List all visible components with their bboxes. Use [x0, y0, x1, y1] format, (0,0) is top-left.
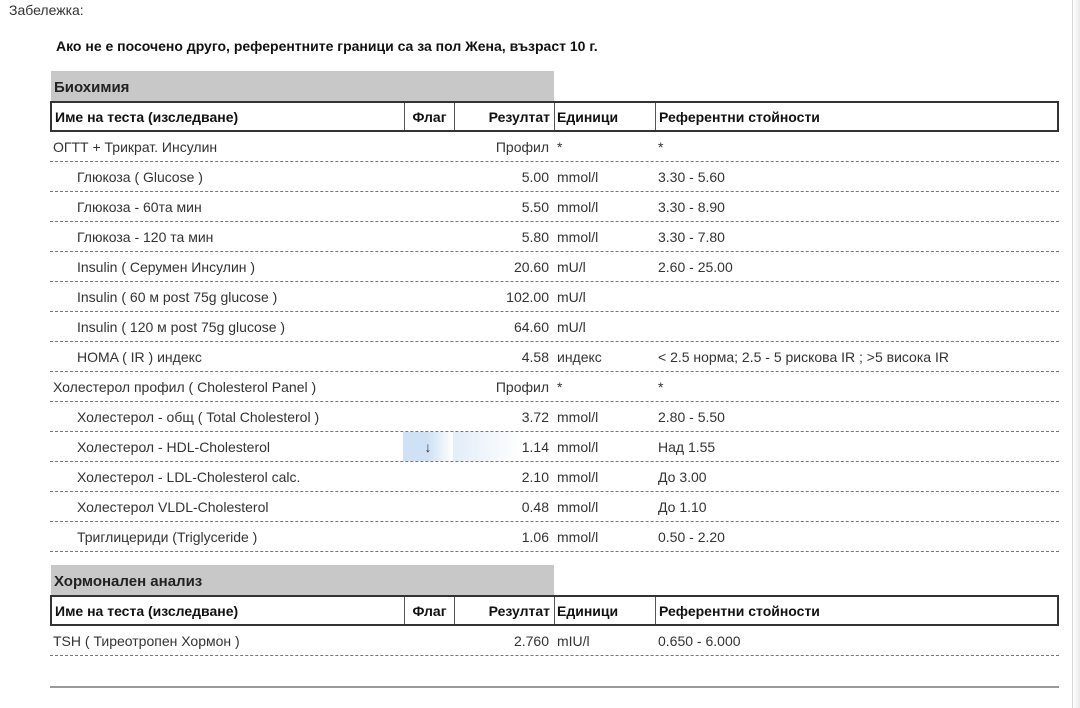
- flag-cell: [403, 522, 453, 551]
- test-name-cell: Триглицериди (Triglyceride ): [77, 529, 258, 545]
- column-header-units: Единици: [555, 103, 656, 130]
- table-row: [50, 162, 1059, 192]
- test-name-cell: Холестерол - LDL-Cholesterol calc.: [77, 469, 301, 485]
- result-cell: 4.58: [521, 349, 549, 365]
- table-row: [50, 132, 1059, 162]
- test-name-cell: Холестерол VLDL-Cholesterol: [77, 499, 269, 515]
- column-header-reference: Референтни стойности: [659, 603, 820, 619]
- reference-cell: Над 1.55: [658, 439, 716, 455]
- test-name-cell: Холестерол - общ ( Total Cholesterol ): [77, 409, 320, 425]
- units-cell: mmol/l: [557, 409, 599, 425]
- column-header-flag: Флаг: [405, 103, 455, 130]
- reference-cell: 2.80 - 5.50: [658, 409, 725, 425]
- units-cell: индекс: [557, 349, 602, 365]
- section-title-hormonal: Хормонален анализ: [51, 565, 554, 595]
- table-row: [50, 282, 1059, 312]
- result-cell: 5.80: [521, 229, 549, 245]
- units-cell: mmol/l: [557, 499, 599, 515]
- units-cell: mU/l: [557, 259, 586, 275]
- flag-cell: [403, 462, 453, 491]
- table-row: [50, 342, 1059, 372]
- reference-cell: До 1.10: [658, 499, 707, 515]
- flag-cell: [403, 372, 453, 401]
- reference-cell: До 3.00: [658, 469, 707, 485]
- result-cell: 5.50: [521, 199, 549, 215]
- test-name-cell: Глюкоза - 120 та мин: [77, 229, 214, 245]
- reference-note: Ако не е посочено друго, референтните граници са за пол Жена, възраст 10 г.: [56, 38, 598, 54]
- table-row: [50, 402, 1059, 432]
- reference-cell: 3.30 - 5.60: [658, 169, 725, 185]
- test-name-cell: Глюкоза - 60та мин: [77, 199, 202, 215]
- column-header-result: Резултат: [455, 103, 555, 130]
- flag-cell: [403, 492, 453, 521]
- units-cell: mmol/l: [557, 469, 599, 485]
- test-name-cell: TSH ( Тиреотропен Хормон ): [53, 633, 240, 649]
- units-cell: mmol/l: [557, 169, 599, 185]
- test-name-cell: Холестерол - HDL-Cholesterol: [77, 439, 271, 455]
- reference-cell: *: [658, 379, 664, 395]
- flag-cell: [403, 252, 453, 281]
- bottom-divider: [50, 686, 1059, 688]
- note-label: Забележка:: [9, 2, 84, 18]
- result-cell: 20.60: [513, 259, 549, 275]
- units-cell: *: [557, 139, 563, 155]
- result-cell: Профил: [495, 139, 549, 155]
- flag-cell: [403, 162, 453, 191]
- test-name-cell: Insulin ( Серумен Инсулин ): [77, 259, 256, 275]
- reference-cell: [654, 282, 1059, 311]
- flag-cell: [403, 402, 453, 431]
- flag-cell: [403, 342, 453, 371]
- result-cell: 64.60: [513, 319, 549, 335]
- column-header-units: Единици: [555, 597, 656, 624]
- reference-cell: 0.50 - 2.20: [658, 529, 725, 545]
- reference-cell: 0.650 - 6.000: [658, 633, 741, 649]
- column-header-flag: Флаг: [405, 597, 455, 624]
- result-cell: 2.760: [513, 633, 549, 649]
- result-cell: Профил: [495, 379, 549, 395]
- result-cell: 2.10: [521, 469, 549, 485]
- table-row: [50, 192, 1059, 222]
- table-row: [50, 462, 1059, 492]
- column-header-reference: Референтни стойности: [659, 109, 820, 125]
- table-row: [50, 312, 1059, 342]
- test-name-cell: Холестерол профил ( Cholesterol Panel ): [53, 379, 317, 395]
- reference-cell: *: [658, 139, 664, 155]
- table-row: [50, 432, 1059, 462]
- reference-cell: < 2.5 норма; 2.5 - 5 рискова IR ; >5 висока IR: [658, 349, 949, 365]
- table-row: [50, 522, 1059, 552]
- units-cell: mmol/l: [557, 229, 599, 245]
- units-cell: mU/l: [557, 319, 586, 335]
- reference-cell: 3.30 - 7.80: [658, 229, 725, 245]
- test-name-cell: HOMA ( IR ) индекс: [77, 349, 202, 365]
- flag-cell: [403, 222, 453, 251]
- units-cell: mmol/l: [557, 529, 599, 545]
- table-header-hormonal: [50, 595, 1059, 626]
- reference-cell: [654, 312, 1059, 341]
- table-row: [50, 252, 1059, 282]
- table-header-biochemistry: [50, 101, 1059, 132]
- units-cell: mU/l: [557, 289, 586, 305]
- test-name-cell: Insulin ( 120 м post 75g glucose ): [77, 319, 286, 335]
- units-cell: mmol/l: [557, 199, 599, 215]
- result-cell: 102.00: [506, 289, 549, 305]
- test-name-cell: Insulin ( 60 м post 75g glucose ): [77, 289, 278, 305]
- result-cell: 1.14: [453, 432, 553, 461]
- scrollbar-edge[interactable]: [1072, 0, 1080, 708]
- test-name-cell: ОГТТ + Трикрат. Инсулин: [53, 139, 218, 155]
- flag-cell: [403, 192, 453, 221]
- table-row: [50, 222, 1059, 252]
- flag-cell: [403, 626, 453, 655]
- reference-cell: 2.60 - 25.00: [658, 259, 733, 275]
- test-name-cell: Глюкоза ( Glucose ): [77, 169, 203, 185]
- result-cell: 5.00: [521, 169, 549, 185]
- column-header-name: Име на теста (изследване): [52, 597, 405, 624]
- flag-cell: [403, 132, 453, 161]
- column-header-name: Име на теста (изследване): [52, 103, 405, 130]
- reference-cell: 3.30 - 8.90: [658, 199, 725, 215]
- table-row: [50, 372, 1059, 402]
- flag-cell: [403, 312, 453, 341]
- units-cell: *: [557, 379, 563, 395]
- result-cell: 3.72: [521, 409, 549, 425]
- flag-cell: ↓: [403, 432, 453, 461]
- units-cell: mmol/l: [557, 439, 599, 455]
- table-row: [50, 626, 1059, 656]
- units-cell: mIU/l: [557, 633, 590, 649]
- flag-cell: [403, 282, 453, 311]
- result-cell: 0.48: [521, 499, 549, 515]
- column-header-result: Резултат: [455, 597, 555, 624]
- result-cell: 1.06: [521, 529, 549, 545]
- table-row: [50, 492, 1059, 522]
- section-title-biochemistry: Биохимия: [51, 71, 554, 101]
